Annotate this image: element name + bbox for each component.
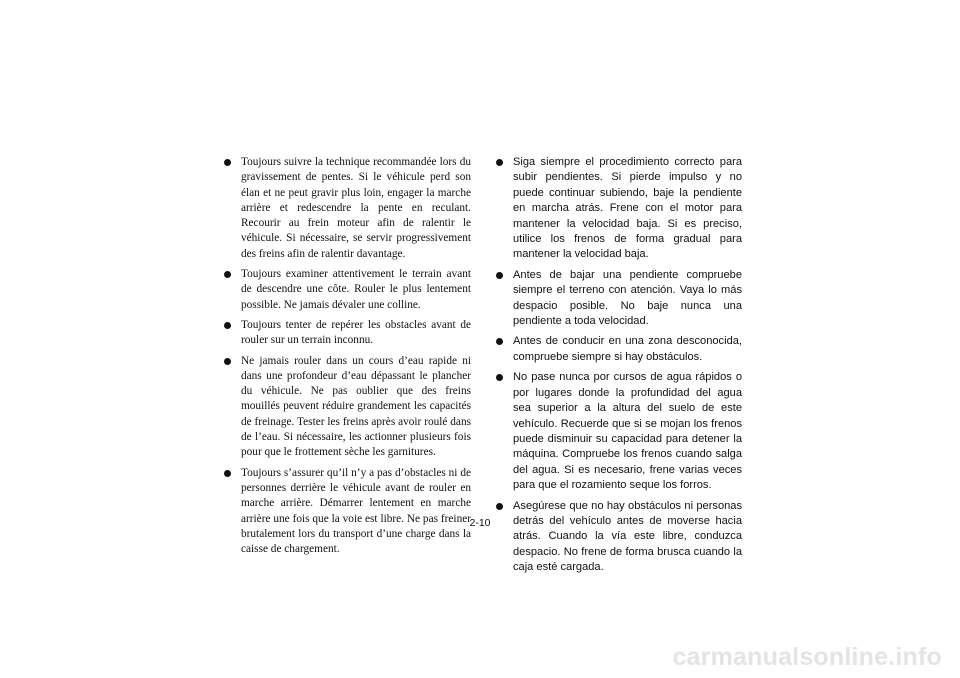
list-item-text: Toujours tenter de repérer les obstacles avant de rouler sur un terrain inconnu. <box>241 318 471 347</box>
list-item <box>223 155 471 262</box>
spanish-bullet-list <box>495 155 742 576</box>
list-item-text: Siga siempre el procedimiento correcto para subir pendientes. Si pierde impulso y no puede continuar subiendo, baje la pendiente en marcha atrás. Frene con el motor para mantener la velocidad baja. Si es preciso, utilice los frenos de forma gradual para mantener la velocidad baja. <box>513 156 742 261</box>
list-item <box>495 499 742 576</box>
list-item <box>495 370 742 493</box>
list-item <box>223 354 471 461</box>
list-item-text: Toujours examiner attentivement le terrain avant de descendre une côte. Rouler le plus lentement possible. Ne jamais dévaler une colline. <box>241 268 471 311</box>
list-item-text: Asegúrese que no hay obstáculos ni personas detrás del vehículo antes de moverse hacia atrás. Cuando la vía este libre, conduzca despacio. No frene de forma brusca cuando la caja esté cargada. <box>513 499 742 574</box>
bullet-icon <box>496 374 503 381</box>
list-item-text: Toujours s’assurer qu’il n’y a pas d’obstacles ni de personnes derrière le véhicule avant de rouler en marche arrière. Démarrer lentement en marche arrière une fois que la voie est libre. Ne pas freiner brutalement lors du transport d’une charge dans la caisse de chargement. <box>241 466 471 556</box>
list-item <box>495 334 742 365</box>
list-item <box>223 267 471 313</box>
list-item-text: Antes de conducir en una zona desconocida, compruebe siempre si hay obstáculos. <box>513 335 742 363</box>
spanish-column <box>495 155 742 581</box>
bullet-icon <box>496 503 503 510</box>
bullet-icon <box>496 159 503 166</box>
bullet-icon <box>224 470 231 477</box>
bullet-icon <box>224 322 231 329</box>
list-item-text: Ne jamais rouler dans un cours d’eau rapide ni dans une profondeur d’eau dépassant le plancher du véhicule. Ne pas oublier que des freins mouillés peuvent réduire grandement les capacités de freinage. Tester les freins après avoir roulé dans de l’eau. Si nécessaire, les actionner plusieurs fois pour que le frottement sèche les garnitures. <box>241 354 471 459</box>
french-bullet-list <box>223 155 471 557</box>
french-column <box>223 155 471 562</box>
list-item-text: Toujours suivre la technique recommandée lors du gravissement de pentes. Si le véhicule perd son élan et ne peut gravir plus loin, engager la marche arrière et redescendre la pente en reculant. Recourir au frein moteur afin de ralentir le véhicule. Si nécessaire, se servir progressivement des freins afin de ralentir davantage. <box>241 156 471 260</box>
bullet-icon <box>224 159 231 166</box>
list-item-text: Antes de bajar una pendiente compruebe siempre el terreno con atención. Vaya lo más despacio posible. No baje nunca una pendiente a toda velocidad. <box>513 268 742 328</box>
list-item <box>223 466 471 558</box>
list-item <box>495 268 742 330</box>
list-item-text: No pase nunca por cursos de agua rápidos o por lugares donde la profundidad del agua sea superior a la altura del suelo de este vehículo. Recuerde que si se mojan los frenos puede disminuir su capacidad para detener la máquina. Compruebe los frenos cuando salga del agua. Si es necesario, frene varias veces para que el rozamiento seque los forros. <box>513 371 742 492</box>
watermark: carmanualsonline.info <box>672 643 942 671</box>
bullet-icon <box>496 272 503 279</box>
bullet-icon <box>496 338 503 345</box>
page-number: 2-10 <box>469 517 491 529</box>
list-item <box>223 318 471 349</box>
bullet-icon <box>224 271 231 278</box>
bullet-icon <box>224 358 231 365</box>
list-item <box>495 155 742 263</box>
